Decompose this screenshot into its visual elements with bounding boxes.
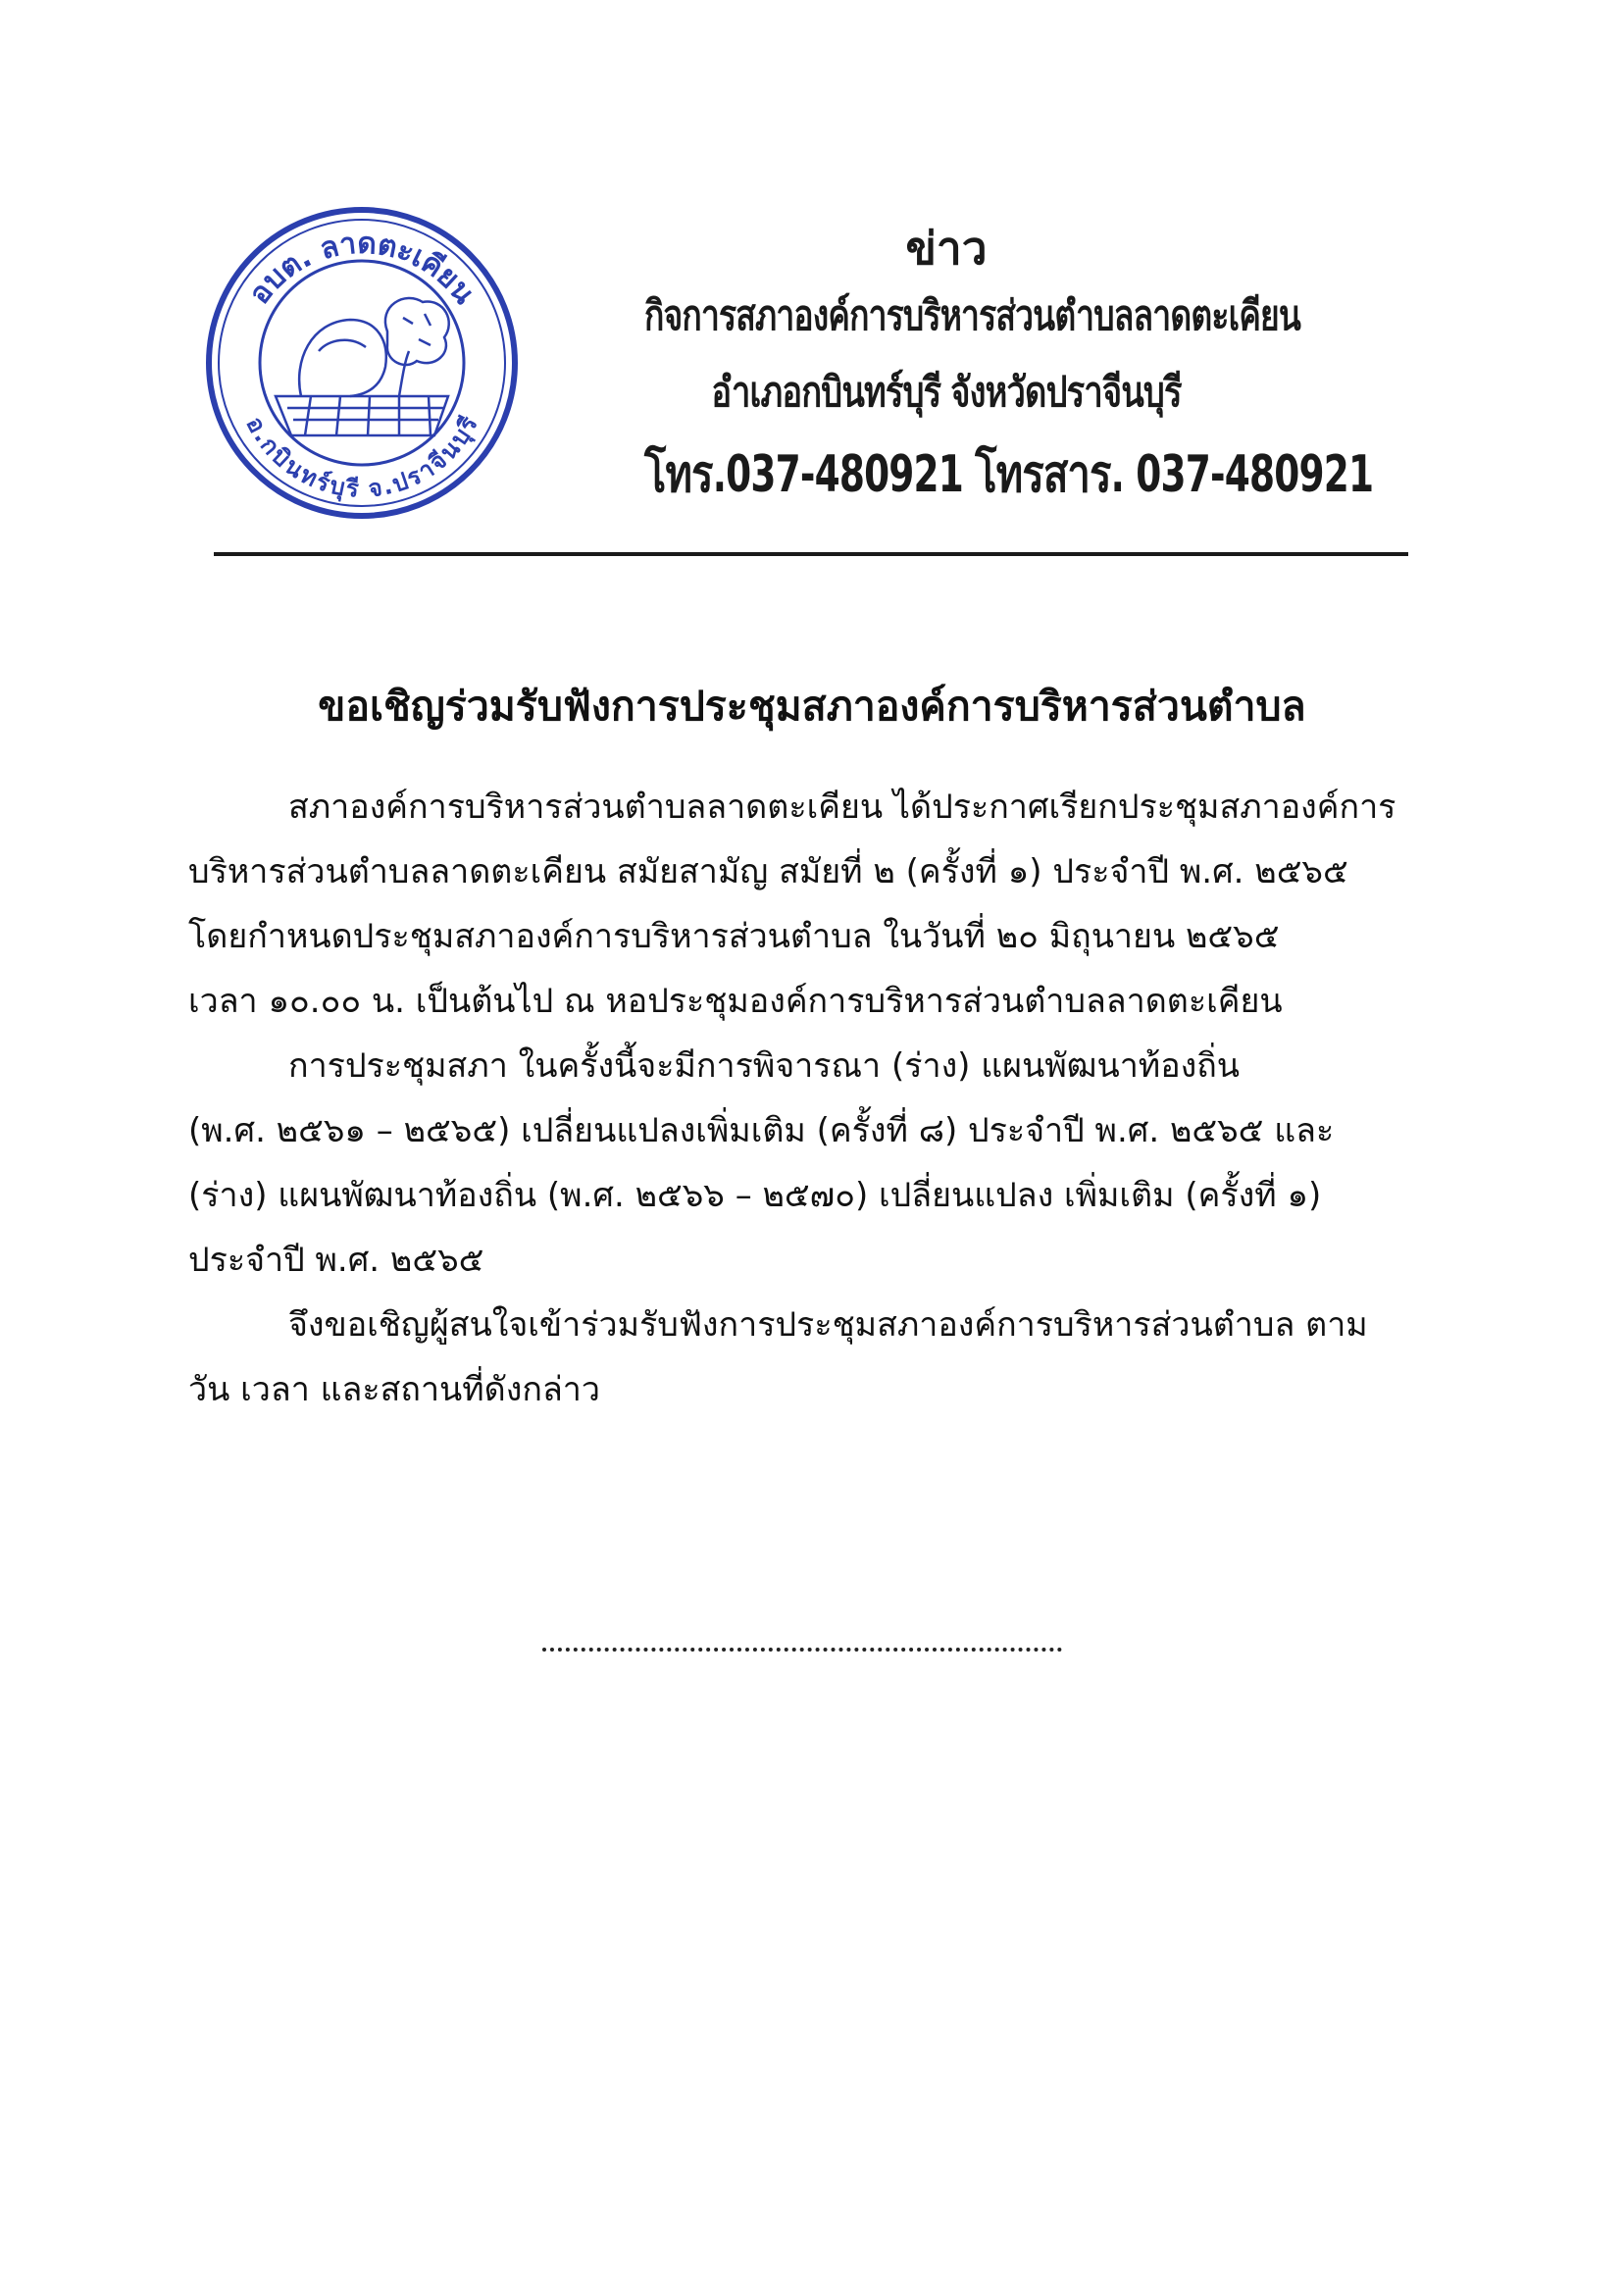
body-line: (พ.ศ. ๒๕๖๑ – ๒๕๖๕) เปลี่ยนแปลงเพิ่มเติม (ครั้งที่ ๘) ประจำปี พ.ศ. ๒๕๖๕ และ bbox=[188, 1111, 1335, 1150]
body-line: โดยกำหนดประชุมสภาองค์การบริหารส่วนตำบล ในวันที่ ๒๐ มิถุนายน ๒๕๖๕ bbox=[188, 917, 1280, 956]
letterhead bbox=[569, 218, 1374, 518]
header-news-label: ข่าว bbox=[905, 222, 988, 275]
body-line: เวลา ๑๐.๐๐ น. เป็นต้นไป ณ หอประชุมองค์การบริหารส่วนตำบลลาดตะเคียน bbox=[188, 982, 1283, 1021]
header-location: อำเภอกบินทร์บุรี จังหวัดปราจีนบุรี bbox=[711, 368, 1182, 416]
body-line: วัน เวลา และสถานที่ดังกล่าว bbox=[188, 1370, 600, 1409]
header-contact: โทร.037-480921 โทรสาร. 037-480921 bbox=[644, 445, 1374, 504]
body-line: จึงขอเชิญผู้สนใจเข้าร่วมรับฟังการประชุมสภาองค์การบริหารส่วนตำบล ตาม bbox=[288, 1305, 1368, 1345]
seal-emblem-drawing bbox=[276, 298, 449, 435]
document-title: ขอเชิญร่วมรับฟังการประชุมสภาองค์การบริหารส่วนตำบล bbox=[318, 683, 1306, 730]
body-line: ประจำปี พ.ศ. ๒๕๖๕ bbox=[188, 1241, 484, 1280]
body-line: (ร่าง) แผนพัฒนาท้องถิ่น (พ.ศ. ๒๕๖๖ – ๒๕๗๐) เปลี่ยนแปลง เพิ่มเติม (ครั้งที่ ๑) bbox=[188, 1176, 1322, 1215]
header-organization: กิจการสภาองค์การบริหารส่วนตำบลลาดตะเคียน bbox=[644, 291, 1301, 339]
header-divider bbox=[214, 552, 1408, 556]
organization-seal bbox=[203, 204, 521, 522]
seal-bottom-text: อ.กบินทร์บุรี จ.ปราจีนบุรี bbox=[240, 412, 483, 503]
body-line: สภาองค์การบริหารส่วนตำบลลาดตะเคียน ได้ประกาศเรียกประชุมสภาองค์การ bbox=[288, 788, 1396, 827]
seal-top-text: อบต. ลาดตะเคียน bbox=[242, 226, 482, 311]
document-body bbox=[188, 775, 1424, 1422]
body-line: บริหารส่วนตำบลลาดตะเคียน สมัยสามัญ สมัยที่ ๒ (ครั้งที่ ๑) ประจำปี พ.ศ. ๒๕๖๕ bbox=[188, 852, 1348, 891]
dotted-separator bbox=[542, 1648, 1062, 1652]
body-line: การประชุมสภา ในครั้งนี้จะมีการพิจารณา (ร่าง) แผนพัฒนาท้องถิ่น bbox=[288, 1046, 1241, 1086]
